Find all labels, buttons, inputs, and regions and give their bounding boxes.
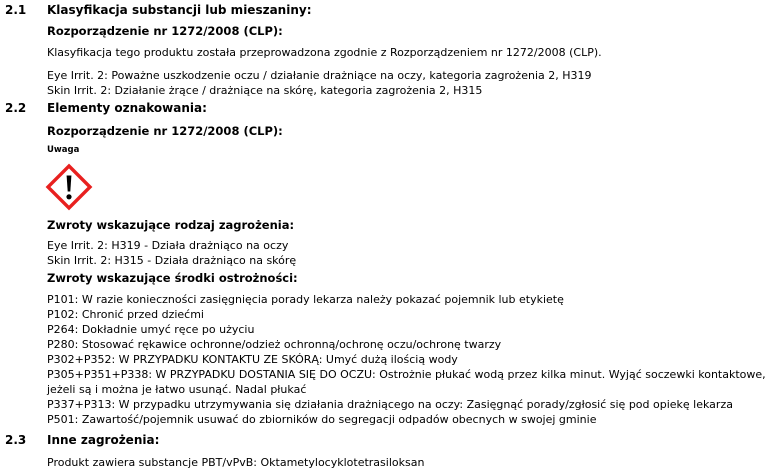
precautionary-statements-heading: Zwroty wskazujące środki ostrożności: [47,271,298,285]
other-hazards-statement: Produkt zawiera substancje PBT/vPvB: Oktametylocyklotetrasiloksan [47,456,425,469]
regulation-heading: Rozporządzenie nr 1272/2008 (CLP): [47,124,283,138]
precautionary-statement: P337+P313: W przypadku utrzymywania się działania drażniącego na oczy: Zasięgnąć porady/zgłosić się pod opiekę lekarza [47,398,733,411]
precautionary-statement: P501: Zawartość/pojemnik usuwać do zbiorników do segregacji odpadów obecnych w swojej gminie [47,413,597,426]
precautionary-statement-continued: jeżeli są i można je łatwo usunąć. Nadal płukać [47,383,307,396]
classification-line: Eye Irrit. 2: Poważne uszkodzenie oczu / działanie drażniące na oczy, kategoria zagrożenia 2, H319 [47,69,592,82]
ghs07-exclamation-mark-icon [45,163,93,211]
precautionary-statement: P280: Stosować rękawice ochronne/odzież ochronną/ochronę oczu/ochronę twarzy [47,338,502,351]
regulation-heading: Rozporządzenie nr 1272/2008 (CLP): [47,24,283,38]
section-title-other-hazards: Inne zagrożenia: [47,433,160,447]
hazard-statement: Skin Irrit. 2: H315 - Działa drażniąco na skórę [47,254,297,267]
section-number-2-3: 2.3 [5,433,27,447]
classification-line: Skin Irrit. 2: Działanie żrące / drażniące na skórę, kategoria zagrożenia 2, H315 [47,84,483,97]
hazard-statement: Eye Irrit. 2: H319 - Działa drażniąco na oczy [47,239,289,252]
precautionary-statement: P302+P352: W PRZYPADKU KONTAKTU ZE SKÓRĄ: Umyć dużą ilością wody [47,353,458,366]
section-title-label-elements: Elementy oznakowania: [47,101,207,115]
classification-statement: Klasyfikacja tego produktu została przeprowadzona zgodnie z Rozporządzeniem nr 1272/2008 (CLP). [47,46,602,59]
precautionary-statement: P305+P351+P338: W PRZYPADKU DOSTANIA SIĘ DO OCZU: Ostrożnie płukać wodą przez kilka minut. Wyjąć soczewki kontaktowe, [47,368,766,381]
precautionary-statement: P264: Dokładnie umyć ręce po użyciu [47,323,255,336]
section-number-2-2: 2.2 [5,101,27,115]
hazard-statements-heading: Zwroty wskazujące rodzaj zagrożenia: [47,218,295,232]
signal-word: Uwaga [47,145,80,155]
section-title-classification: Klasyfikacja substancji lub mieszaniny: [47,3,312,17]
section-number-2-1: 2.1 [5,3,27,17]
precautionary-statement: P101: W razie konieczności zasięgnięcia porady lekarza należy pokazać pojemnik lub etykietę [47,293,564,306]
precautionary-statement: P102: Chronić przed dziećmi [47,308,204,321]
